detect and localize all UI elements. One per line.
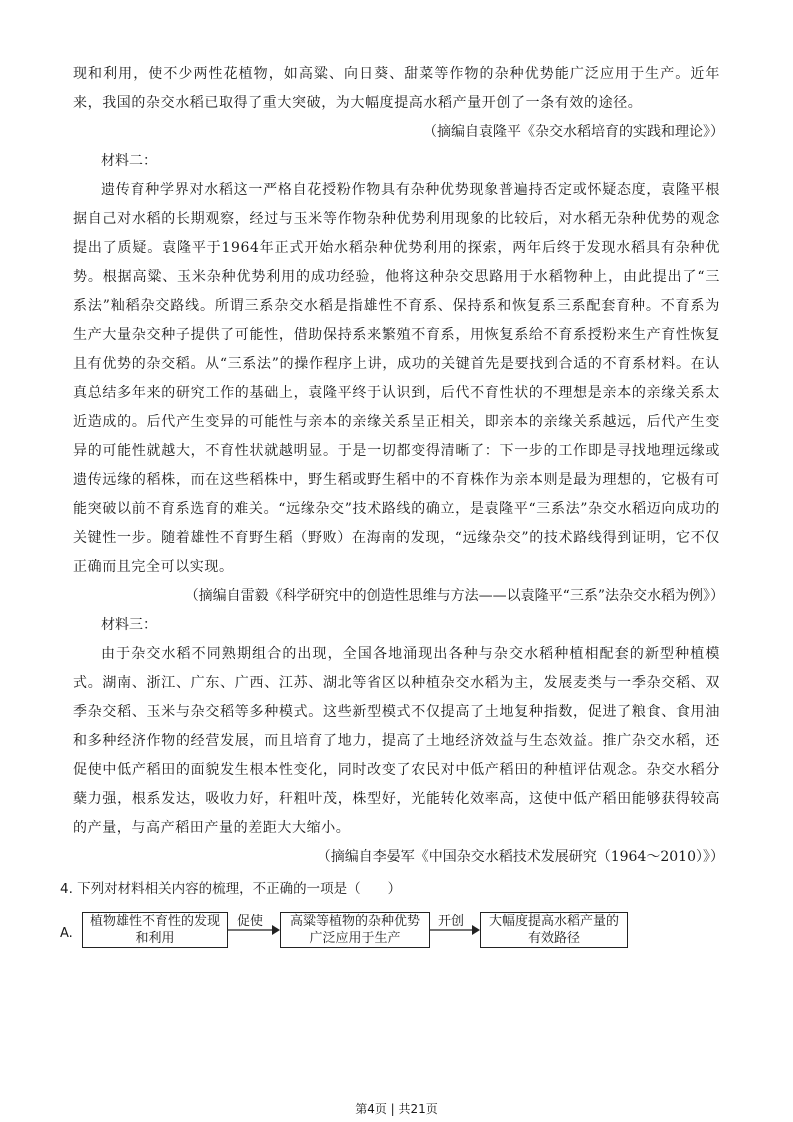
option-a-flowchart[interactable] — [60, 912, 720, 960]
option-a-label: A. — [60, 926, 73, 941]
question-4-stem: 4. 下列对材料相关内容的梳理，不正确的一项是（ ） — [60, 881, 402, 897]
material2-source: （摘编自雷毅《科学研究中的创造性思维与方法——以袁隆平“三系”法杂交水稻为例》） — [184, 588, 724, 604]
document-page — [60, 60, 724, 960]
material1-tail: 现和利用，使不少两性花植物，如高粱、向日葵、甜菜等作物的杂种优势能广泛应用于生产。近年来，我国的杂交水稻已取得了重大突破，为大幅度提高水稻产量开创了一条有效的途径。 — [73, 66, 720, 111]
page-footer: 第4页 | 共21页 — [355, 1102, 438, 1116]
material3-body: 由于杂交水稻不同熟期组合的出现，全国各地涌现出各种与杂交水稻种植相配套的新型种植模式。湖南、浙江、广东、广西、江苏、湖北等省区以种植杂交水稻为主，发展麦类与一季杂交稻、双季杂交稻、玉米与杂交稻等多种模式。这些新型模式不仅提高了土地复种指数，促进了粮食、食用油和多种经济作物的经营发展，而且培育了地力，提高了土地经济效益与生态效益。推广杂交水稻，还促使中低产稻田的面貌发生根本性变化，同时改变了农民对中低产稻田的种植评估观念。杂交水稻分蘖力强，根系发达，吸收力好，秆粗叶茂，株型好，光能转化效率高，这使中低产稻田能够获得较高的产量，与高产稻田产量的差距大大缩小。 — [73, 646, 720, 836]
arrow-label-2: 开创 — [438, 914, 465, 929]
material2-heading: 材料二： — [101, 153, 157, 169]
flow-box-1: 植物雄性不育性的发现和利用 — [82, 912, 228, 948]
material3-source: （摘编自李晏军《中国杂交水稻技术发展研究（1964～2010）》） — [316, 849, 724, 865]
arrow-2-icon — [430, 912, 480, 948]
material1-source: （摘编自袁隆平《杂交水稻培育的实践和理论》） — [423, 124, 724, 140]
arrow-1-icon — [228, 912, 280, 948]
material2-body: 遗传育种学界对水稻这一严格自花授粉作物具有杂种优势现象普遍持否定或怀疑态度，袁隆平根据自己对水稻的长期观察，经过与玉米等作物杂种优势利用现象的比较后，对水稻无杂种优势的观念提出了质疑。袁隆平于1964年正式开始水稻杂种优势利用的探索，两年后终于发现水稻具有杂种优势。根据高粱、玉米杂种优势利用的成功经验，他将这种杂交思路用于水稻物种上，由此提出了“三系法”籼稻杂交路线。所谓三系杂交水稻是指雄性不育系、保持系和恢复系三系配套育种。不育系为生产大量杂交种子提供了可能性，借助保持系来繁殖不育系，用恢复系给不育系授粉来生产育性恢复且有优势的杂交稻。从“三系法”的操作程序上讲，成功的关键首先是要找到合适的不育系材料。在认真总结多年来的研究工作的基础上，袁隆平终于认识到，后代不育性状的不理想是亲本的亲缘关系太近造成的。后代产生变异的可能性与亲本的亲缘关系呈正相关，即亲本的亲缘关系越远，后代产生变异的可能性就越大，不育性状就越明显。于是一切都变得清晰了：下一步的工作即是寻找地理远缘或遗传远缘的稻株，而在这些稻株中，野生稻或野生稻中的不育株作为亲本则是最为理想的，它极有可能突破以前不育系选育的难关。“远缘杂交”技术路线的确立，是袁隆平“三系法”杂交水稻迈向成功的关键性一步。随着雄性不育野生稻（野败）在海南的发现，“远缘杂交”的技术路线得到证明，它不仅正确而且完全可以实现。 — [73, 182, 720, 575]
arrow-label-1: 促使 — [237, 914, 264, 929]
flow-box-2: 高粱等植物的杂种优势广泛应用于生产 — [280, 912, 430, 948]
material3-heading: 材料三： — [101, 617, 157, 633]
flow-box-3: 大幅度提高水稻产量的有效路径 — [480, 912, 628, 948]
